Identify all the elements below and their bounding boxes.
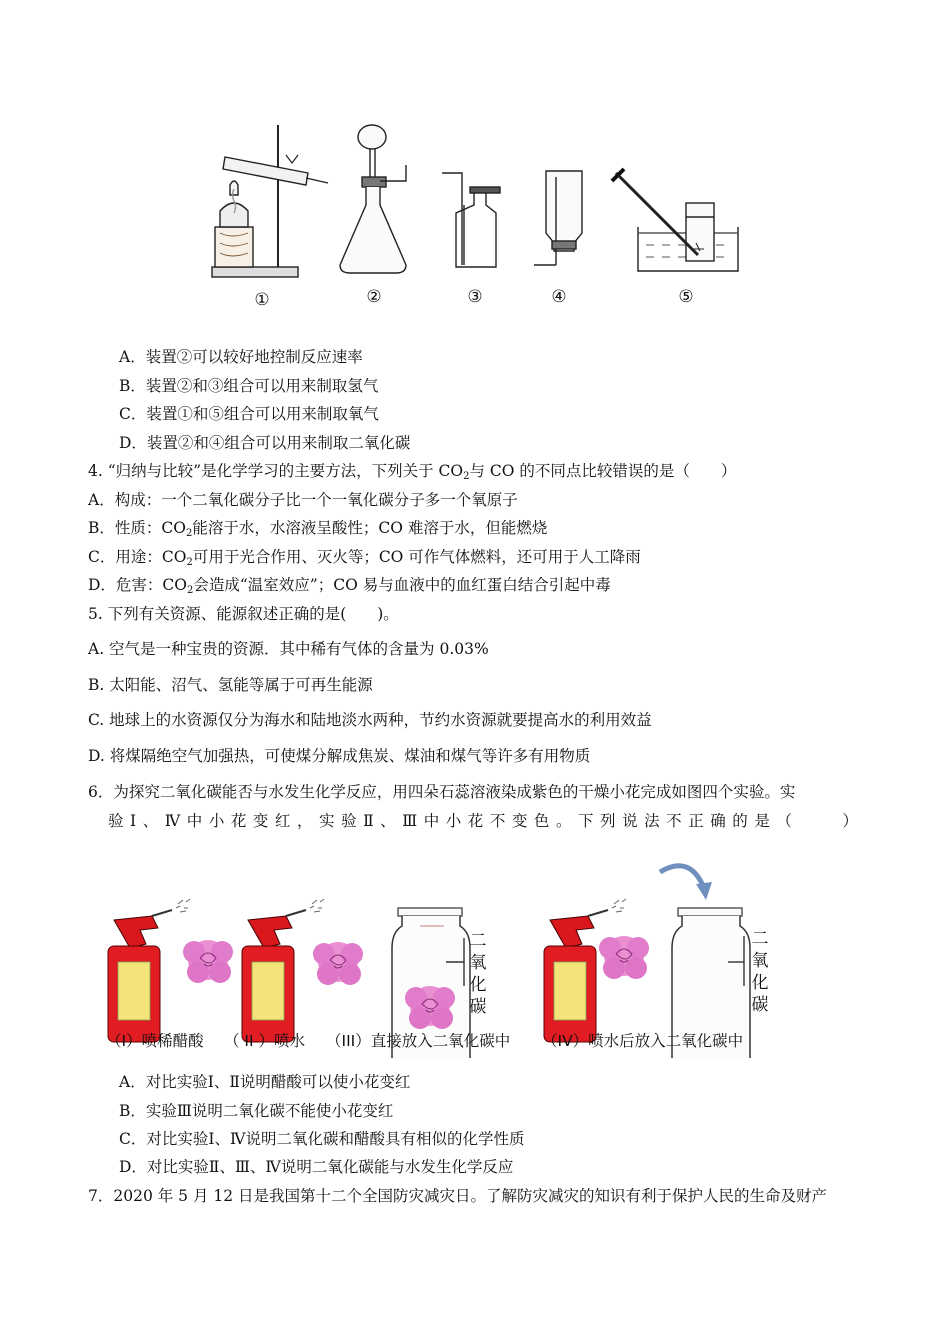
q3-option-a: A．装置②可以较好地控制反应速率 xyxy=(119,348,363,366)
caption-3: （III）直接放入二氧化碳中 xyxy=(326,1032,511,1050)
q6-stem-line1: 6．为探究二氧化碳能否与水发生化学反应，用四朵石蕊溶液染成紫色的干燥小花完成如图四个实验。实 xyxy=(88,783,796,801)
q6-stem-line2: 验Ⅰ、Ⅳ中小花变红，实验Ⅱ、Ⅲ中小花不变色。下列说法不正确的是（ ） xyxy=(108,812,858,830)
q4-option-b: B．性质：$CO_2$能溶于水，水溶液呈酸性；CO 难溶于水，但能燃烧 xyxy=(88,519,548,539)
flower-icon-2 xyxy=(313,942,363,985)
svg-text:化: 化 xyxy=(469,975,487,995)
apparatus-label-1: ① xyxy=(254,290,270,310)
caption-2: （ II ）喷水 xyxy=(224,1032,305,1050)
flower-icon-1 xyxy=(183,940,233,983)
q5-option-d: D. 将煤隔绝空气加强热，可使煤分解成焦炭、煤油和煤气等许多有用物质 xyxy=(88,747,591,765)
q5-stem: 5. 下列有关资源、能源叙述正确的是( )。 xyxy=(88,605,399,623)
apparatus-5 xyxy=(612,169,738,271)
apparatus-label-3: ③ xyxy=(467,287,483,307)
svg-text:氧: 氧 xyxy=(469,953,487,973)
q7-stem: 7．2020 年 5 月 12 日是我国第十二个全国防灾减灾日。了解防灾减灾的知识有利于保护人民的生命及财产 xyxy=(88,1187,828,1205)
caption-4: （IV）喷水后放入二氧化碳中 xyxy=(542,1032,744,1050)
apparatus-3 xyxy=(442,173,500,267)
q6-option-c: C．对比实验Ⅰ、Ⅳ说明二氧化碳和醋酸具有相似的化学性质 xyxy=(119,1130,525,1148)
apparatus-4 xyxy=(534,171,582,265)
q5-option-a: A. 空气是一种宝贵的资源．其中稀有气体的含量为 0.03% xyxy=(88,640,489,658)
q6-option-a: A．对比实验Ⅰ、Ⅱ说明醋酸可以使小花变红 xyxy=(119,1073,411,1091)
sprayer-icon-1 xyxy=(108,899,190,1042)
sprayer-icon-2 xyxy=(242,899,324,1042)
q4-option-c: C．用途：$CO_2$可用于光合作用、灭火等；CO 可作气体燃料，还可用于人工降雨 xyxy=(88,548,641,568)
svg-text:碳: 碳 xyxy=(751,995,769,1015)
q4-stem: 4. “归纳与比较”是化学学习的主要方法，下列关于 $CO_2$与 CO 的不同点比较错误的是（ ） xyxy=(88,462,737,482)
q3-option-b: B．装置②和③组合可以用来制取氢气 xyxy=(119,377,379,395)
co2-label-3: 二 xyxy=(469,931,487,951)
apparatus-2 xyxy=(340,125,406,273)
q3-option-d: D．装置②和④组合可以用来制取二氧化碳 xyxy=(119,434,411,452)
apparatus-figure xyxy=(200,115,760,315)
q5-option-c: C. 地球上的水资源仅分为海水和陆地淡水两种，节约水资源就要提高水的利用效益 xyxy=(88,711,652,729)
apparatus-label-5: ⑤ xyxy=(678,287,694,307)
experiment-figure xyxy=(100,858,780,1058)
q4-option-d: D．危害：$CO_2$会造成“温室效应”；CO 易与血液中的血红蛋白结合引起中毒 xyxy=(88,576,611,596)
svg-text:碳: 碳 xyxy=(469,997,487,1017)
q6-option-d: D．对比实验Ⅱ、Ⅲ、Ⅳ说明二氧化碳能与水发生化学反应 xyxy=(119,1158,514,1176)
flower-icon-3 xyxy=(405,986,455,1029)
svg-text:氧: 氧 xyxy=(751,951,769,971)
caption-1: （I）喷稀醋酸 xyxy=(106,1032,204,1050)
co2-label-4: 二 xyxy=(751,929,769,949)
q4-option-a: A．构成：一个二氧化碳分子比一个一氧化碳分子多一个氧原子 xyxy=(88,491,518,509)
q6-option-b: B．实验Ⅲ说明二氧化碳不能使小花变红 xyxy=(119,1102,394,1120)
flower-icon-4 xyxy=(599,936,649,979)
apparatus-1 xyxy=(212,125,328,277)
apparatus-label-2: ② xyxy=(366,287,382,307)
q5-option-b: B. 太阳能、沼气、氢能等属于可再生能源 xyxy=(88,676,373,694)
q3-option-c: C．装置①和⑤组合可以用来制取氧气 xyxy=(119,405,379,423)
apparatus-label-4: ④ xyxy=(551,287,567,307)
svg-text:化: 化 xyxy=(751,973,769,993)
